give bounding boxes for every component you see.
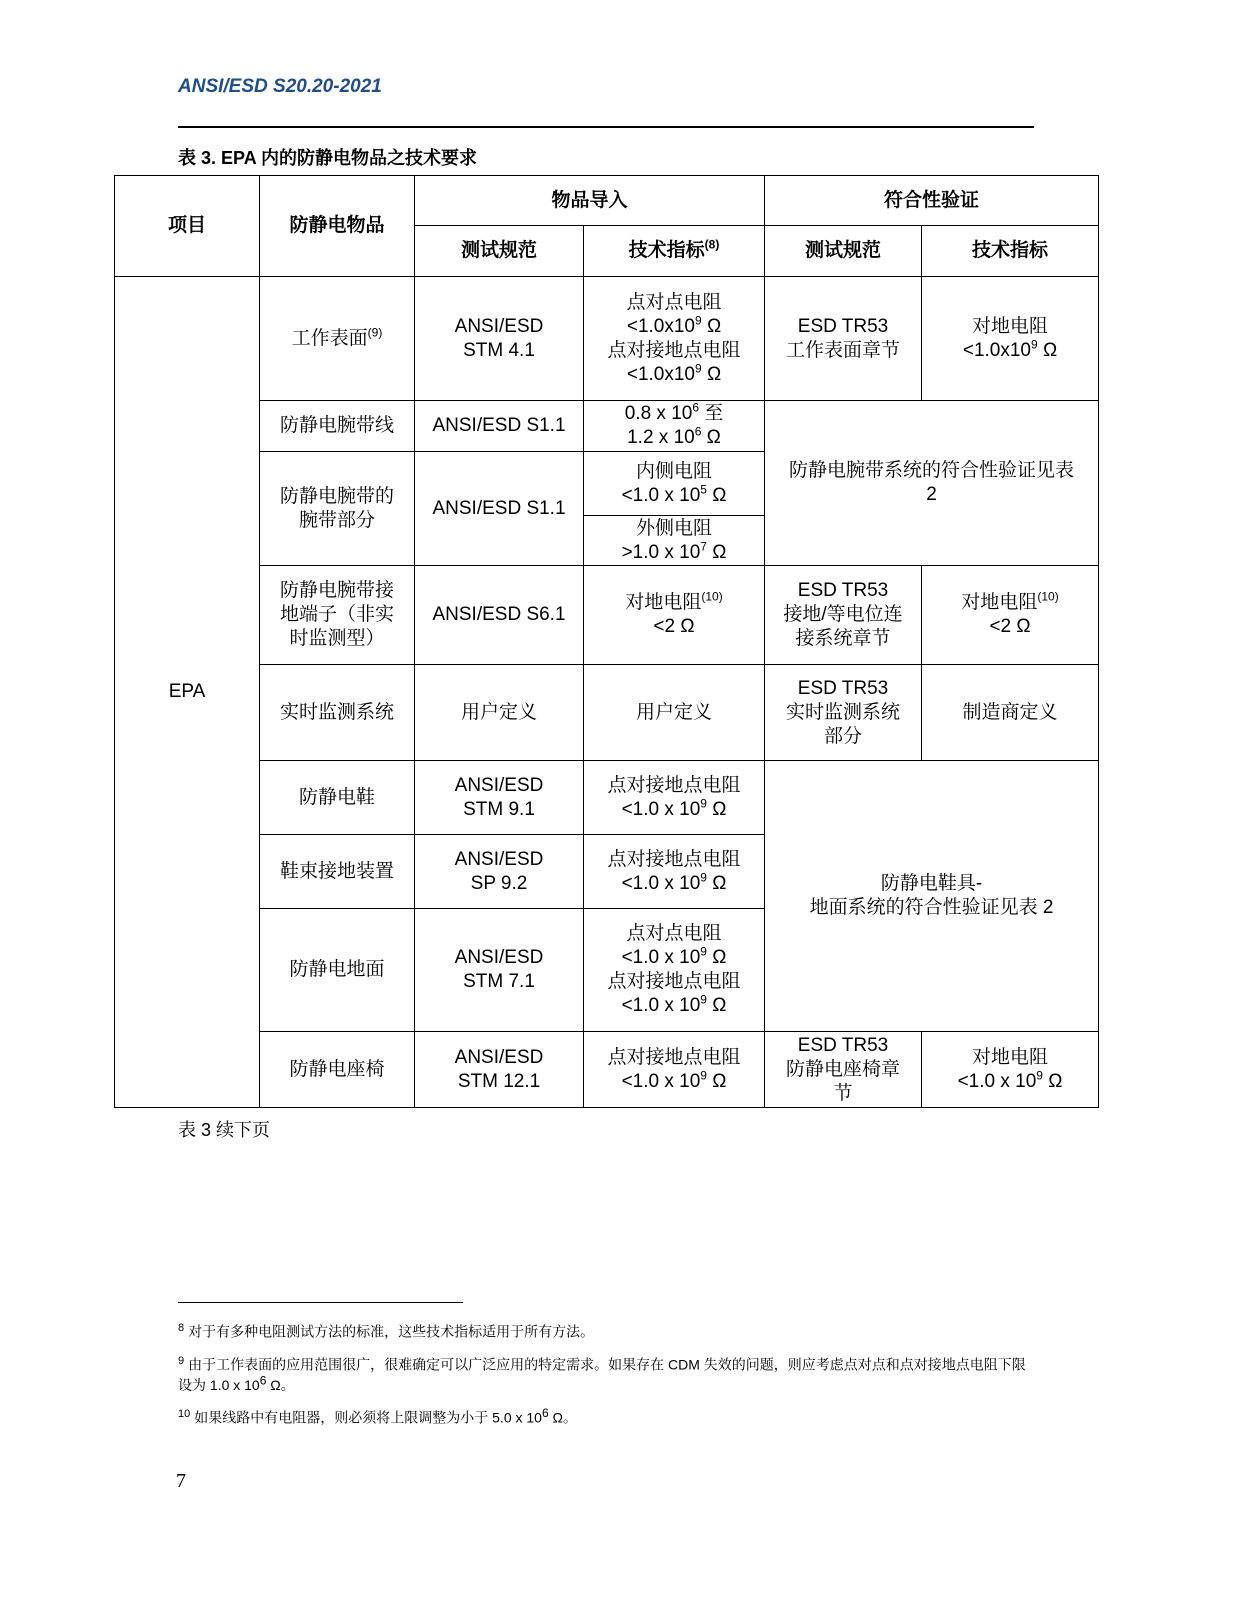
footnote-8: $^8$ 对于有多种电阻测试方法的标准，这些技术指标适用于所有方法。 — [178, 1322, 595, 1340]
row-worksurface-name: 工作表面$^{(9)}$ — [260, 277, 415, 401]
row-footwear-name: 防静电鞋 — [260, 761, 415, 835]
row-footwear-method: ANSI/ESD STM 9.1 — [415, 761, 584, 835]
row-ground-terminal-req: 对地电阻$^{(10)}$ <2 Ω — [584, 566, 765, 665]
footwear-compliance-cell: 防静电鞋具- 地面系统的符合性验证见表 2 — [765, 761, 1099, 1032]
requirements-table — [114, 175, 1099, 1108]
row-ground-terminal-comp-req: 对地电阻$^{(10)}$ <2 Ω — [922, 566, 1099, 665]
row-worksurface-req: 点对点电阻 $<1.0x10^9$ Ω 点对接地点电阻 $<1.0x10^9$ Ω — [584, 277, 765, 401]
row-heel-strap-method: ANSI/ESD SP 9.2 — [415, 835, 584, 909]
row-ground-terminal-method: ANSI/ESD S6.1 — [415, 566, 584, 665]
wrist-compliance-cell: 防静电腕带系统的符合性验证见表 2 — [765, 401, 1099, 566]
row-flooring-method: ANSI/ESD STM 7.1 — [415, 909, 584, 1032]
row-wrist-cord-req: 0.8 x $10^6$ 至 1.2 x $10^6$ Ω — [584, 401, 765, 452]
row-monitor-method: 用户定义 — [415, 665, 584, 761]
table-caption: 表 3. EPA 内的防静电物品之技术要求 — [178, 148, 478, 168]
row-seating-req: 点对接地点电阻 <1.0 x $10^9$ Ω — [584, 1032, 765, 1108]
row-wrist-cord-name: 防静电腕带线 — [260, 401, 415, 452]
header-tech-req-2: 技术指标 — [922, 226, 1099, 277]
row-monitor-name: 实时监测系统 — [260, 665, 415, 761]
row-monitor-comp-req: 制造商定义 — [922, 665, 1099, 761]
row-worksurface-comp-req: 对地电阻 $<1.0x10^9$ Ω — [922, 277, 1099, 401]
row-seating-comp-method: ESD TR53 防静电座椅章 节 — [765, 1032, 922, 1108]
row-heel-strap-name: 鞋束接地装置 — [260, 835, 415, 909]
header-test-method-2: 测试规范 — [765, 226, 922, 277]
row-wrist-band-inner-req: 内侧电阻 <1.0 x $10^5$ Ω — [584, 452, 765, 516]
row-monitor-comp-method: ESD TR53 实时监测系统 部分 — [765, 665, 922, 761]
row-ground-terminal-name: 防静电腕带接 地端子（非实 时监测型） — [260, 566, 415, 665]
footnotes — [178, 1318, 1038, 1437]
document-id: ANSI/ESD S20.20-2021 — [178, 76, 382, 97]
row-footwear-req: 点对接地点电阻 <1.0 x $10^9$ Ω — [584, 761, 765, 835]
row-seating-name: 防静电座椅 — [260, 1032, 415, 1108]
row-flooring-req: 点对点电阻 <1.0 x $10^9$ Ω 点对接地点电阻 <1.0 x $10^9$ Ω — [584, 909, 765, 1032]
row-worksurface-method: ANSI/ESD STM 4.1 — [415, 277, 584, 401]
header-compliance-group: 符合性验证 — [765, 176, 1099, 226]
header-import-group: 物品导入 — [415, 176, 765, 226]
row-seating-comp-req: 对地电阻 <1.0 x $10^9$ Ω — [922, 1032, 1099, 1108]
row-wrist-cord-method: ANSI/ESD S1.1 — [415, 401, 584, 452]
header-rule — [178, 126, 1034, 128]
header-test-method: 测试规范 — [415, 226, 584, 277]
footnote-10: $^{10}$ 如果线路中有电阻器，则必须将上限调整为小于 5.0 x $10^6$ Ω。 — [178, 1406, 577, 1426]
row-flooring-name: 防静电地面 — [260, 909, 415, 1032]
footnote-9: $^9$ 由于工作表面的应用范围很广，很难确定可以广泛应用的特定需求。如果存在 CDM 失效的问题，则应考虑点对点和点对接地点电阻下限设为 1.0 x $10^6$ Ω。 — [178, 1354, 1026, 1394]
header-tech-req: 技术指标$^{(8)}$ — [584, 226, 765, 277]
epa-cell: EPA — [115, 277, 260, 1108]
row-wrist-band-method: ANSI/ESD S1.1 — [415, 452, 584, 566]
row-heel-strap-req: 点对接地点电阻 <1.0 x $10^9$ Ω — [584, 835, 765, 909]
header-item: 项目 — [115, 176, 260, 277]
table-continued-note: 表 3 续下页 — [178, 1120, 271, 1140]
header-esd-item: 防静电物品 — [260, 176, 415, 277]
row-seating-method: ANSI/ESD STM 12.1 — [415, 1032, 584, 1108]
page-number: 7 — [176, 1470, 186, 1492]
row-monitor-req: 用户定义 — [584, 665, 765, 761]
row-wrist-band-outer-req: 外侧电阻 >1.0 x $10^7$ Ω — [584, 516, 765, 566]
row-wrist-band-name: 防静电腕带的 腕带部分 — [260, 452, 415, 566]
row-worksurface-comp-method: ESD TR53 工作表面章节 — [765, 277, 922, 401]
footnote-rule — [178, 1302, 463, 1303]
row-ground-terminal-comp-method: ESD TR53 接地/等电位连 接系统章节 — [765, 566, 922, 665]
